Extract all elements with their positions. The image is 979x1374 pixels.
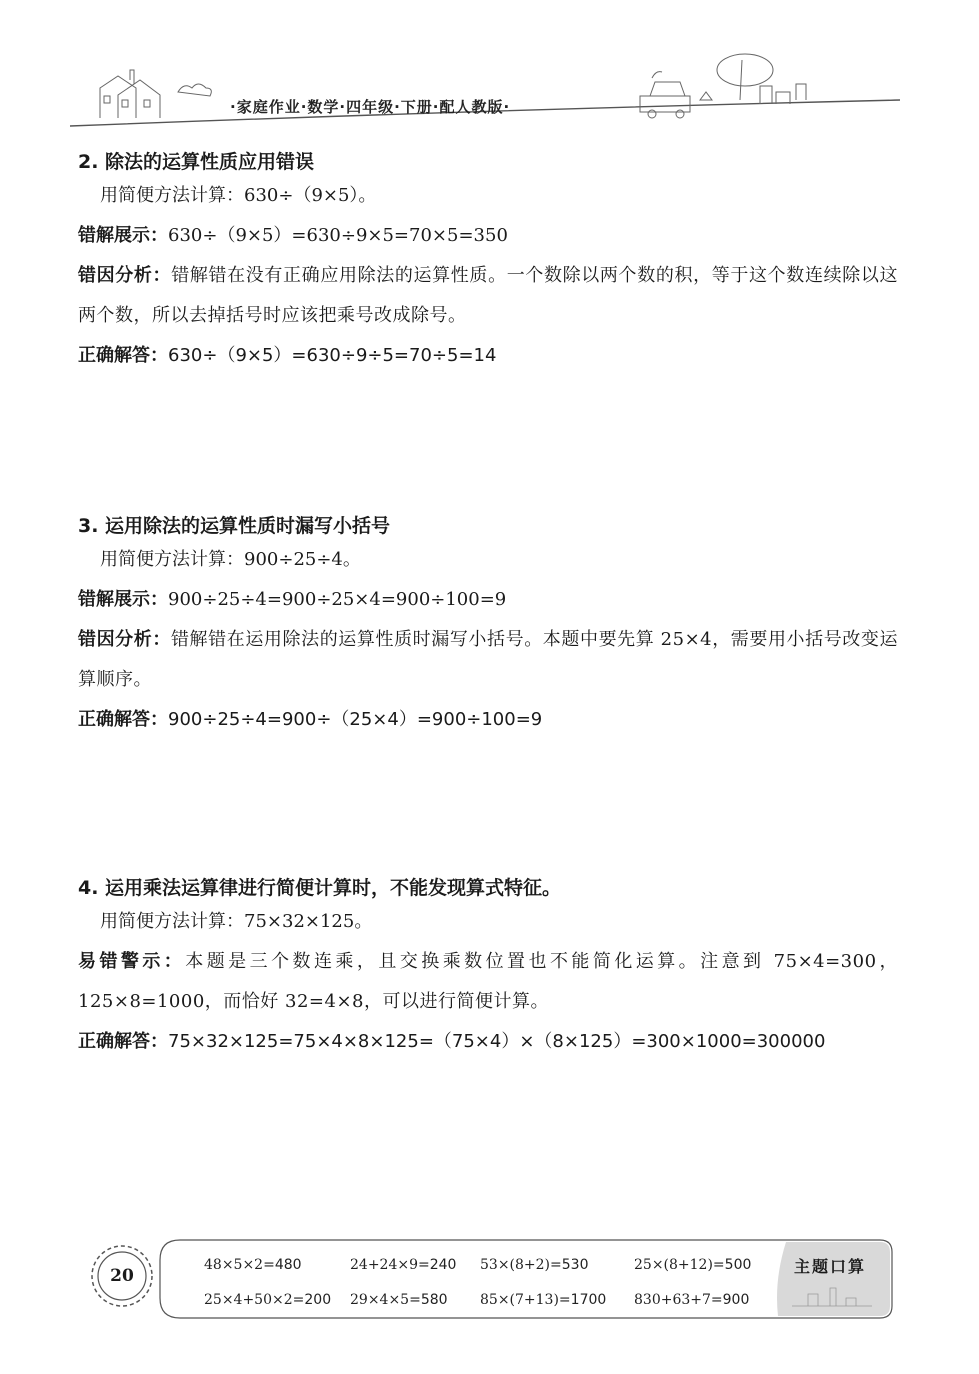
mental-calc-item: 53×(8+2)=530 — [480, 1257, 589, 1273]
correct-answer — [78, 1022, 898, 1062]
mental-calc-item: 24+24×9=240 — [350, 1257, 457, 1273]
mental-calc-item: 830+63+7=900 — [634, 1292, 750, 1308]
error-analysis-label: 错因分析： — [78, 265, 172, 286]
correct-answer-label: 正确解答： — [78, 345, 168, 366]
correct-answer-label: 正确解答： — [78, 709, 168, 730]
page-number: 20 — [110, 1266, 134, 1286]
correct-answer-text: 630÷（9×5）=630÷9÷5=70÷5=14 — [168, 345, 497, 366]
correct-answer-label: 正确解答： — [78, 1031, 168, 1052]
problem-statement: 用简便方法计算：900÷25÷4。 — [100, 549, 361, 570]
wrong-solution — [78, 580, 898, 620]
mental-calc-item: 25×(8+12)=500 — [634, 1257, 752, 1273]
error-warning — [78, 942, 898, 1022]
correct-answer-text: 900÷25÷4=900÷（25×4）=900÷100=9 — [168, 709, 543, 730]
section-2 — [78, 148, 898, 376]
wrong-solution-text: 630÷（9×5）=630÷9×5=70×5=350 — [168, 225, 508, 246]
mental-calc-item: 48×5×2=480 — [204, 1257, 302, 1273]
mental-calc-item: 29×4×5=580 — [350, 1292, 448, 1308]
section-title: 2. 除法的运算性质应用错误 — [78, 151, 315, 173]
correct-answer — [78, 336, 898, 376]
page-footer — [0, 1228, 979, 1328]
wrong-solution-text: 900÷25÷4=900÷25×4=900÷100=9 — [168, 589, 507, 610]
problem-statement: 用简便方法计算：75×32×125。 — [100, 911, 373, 932]
section-title: 3. 运用除法的运算性质时漏写小括号 — [78, 515, 391, 537]
error-analysis-text: 错解错在没有正确应用除法的运算性质。一个数除以两个数的积，等于这个数连续除以这两个数，所以去掉括号时应该把乘号改成除号。 — [78, 265, 899, 326]
problem-statement: 用简便方法计算：630÷（9×5）。 — [100, 185, 377, 206]
error-warning-label: 易错警示： — [78, 951, 186, 972]
error-analysis — [78, 256, 898, 336]
error-analysis — [78, 620, 898, 700]
error-analysis-text: 错解错在运用除法的运算性质时漏写小括号。本题中要先算 25×4，需要用小括号改变运算顺序。 — [78, 629, 899, 690]
section-4 — [78, 874, 898, 1062]
wrong-solution-label: 错解展示： — [78, 589, 168, 610]
wrong-solution-label: 错解展示： — [78, 225, 168, 246]
header-title: ·家庭作业·数学·四年级·下册·配人教版· — [230, 98, 511, 116]
topic-label: 主题口算 — [794, 1257, 867, 1276]
wrong-solution — [78, 216, 898, 256]
section-3 — [78, 512, 898, 740]
error-analysis-label: 错因分析： — [78, 629, 171, 650]
error-warning-text: 本题是三个数连乘，且交换乘数位置也不能简化运算。注意到 75×4=300，125×8=1000，而恰好 32=4×8，可以进行简便计算。 — [78, 951, 898, 1012]
mental-calc-item: 25×4+50×2=200 — [204, 1292, 332, 1308]
page-header — [0, 0, 979, 135]
section-title: 4. 运用乘法运算律进行简便计算时，不能发现算式特征。 — [78, 877, 562, 899]
correct-answer — [78, 700, 898, 740]
mental-calc-item: 85×(7+13)=1700 — [480, 1292, 607, 1308]
correct-answer-text: 75×32×125=75×4×8×125=（75×4）×（8×125）=300×1000=300000 — [168, 1031, 826, 1052]
